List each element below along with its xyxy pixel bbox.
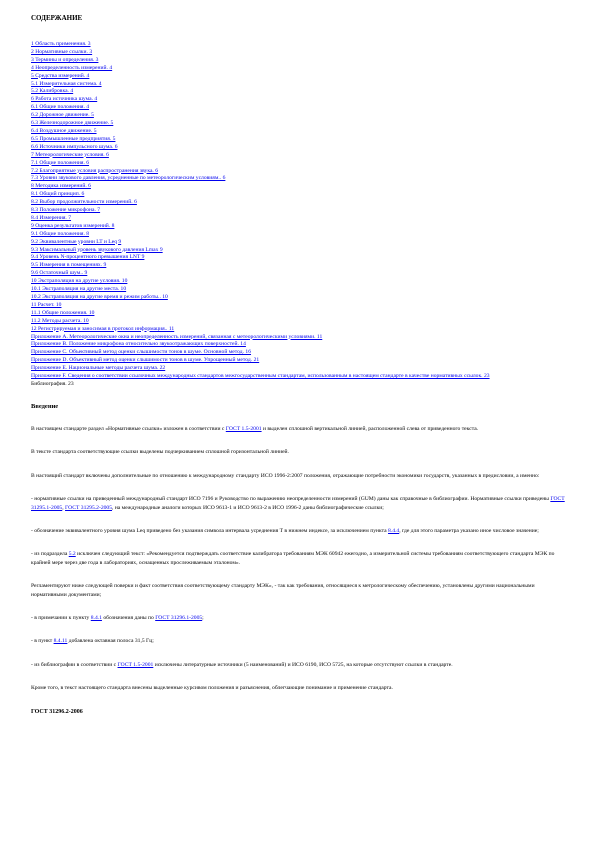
toc-item bbox=[31, 81, 571, 89]
para-text: В настоящем стандарте раздел «Нормативные ссылки» изложен в соответствии с bbox=[31, 425, 226, 432]
toc-item bbox=[31, 302, 571, 310]
intro-paragraph bbox=[31, 550, 571, 567]
intro-paragraph bbox=[31, 684, 571, 692]
toc-link[interactable]: Приложение F. Сведения о соответствии ссылочных международных стандартов межгосударственным стандартам, использованным в настоящем стандарте в качестве нормативных ссылок. 23 bbox=[31, 373, 490, 380]
toc-item bbox=[31, 112, 571, 120]
toc-link[interactable]: 9.4 Уровень N-процентного превышения LNT 9 bbox=[31, 254, 145, 261]
toc-item bbox=[31, 254, 571, 262]
intro-paragraph bbox=[31, 472, 571, 480]
toc-link[interactable]: 6 Работа источника шума. 4 bbox=[31, 96, 98, 103]
para-text: Кроме того, в текст настоящего стандарта внесены выделенные курсивом положения и разъяснения, облегчающие понимание и применение стандарта. bbox=[31, 685, 393, 692]
toc-item bbox=[31, 191, 571, 199]
doc-link[interactable]: ГОСТ 1.5-2001 bbox=[117, 661, 154, 668]
toc-link[interactable]: 7.2 Благоприятные условия распространения звука. 6 bbox=[31, 167, 159, 174]
toc-item bbox=[31, 183, 571, 191]
toc-item bbox=[31, 247, 571, 255]
para-text: - из подраздела bbox=[31, 551, 69, 558]
para-text: - в пункт bbox=[31, 638, 54, 645]
toc-link[interactable]: 10.1 Экстраполяция на другие места. 10 bbox=[31, 286, 127, 293]
toc-item bbox=[31, 207, 571, 215]
toc-item bbox=[31, 223, 571, 231]
para-text: , где для этого параметра указано иное числовое значение; bbox=[399, 527, 539, 534]
toc-item bbox=[31, 128, 571, 136]
doc-link[interactable]: 8.4.4 bbox=[388, 527, 400, 534]
para-text: добавлена октавная полоса 31,5 Гц; bbox=[67, 638, 154, 645]
para-text: ; bbox=[202, 614, 204, 621]
toc-item bbox=[31, 136, 571, 144]
toc-link[interactable]: 7.1 Общие положения. 6 bbox=[31, 159, 90, 166]
para-text: , bbox=[62, 504, 66, 511]
intro-paragraph bbox=[31, 614, 571, 622]
toc-bibliography: Библиография. 23 bbox=[31, 380, 74, 387]
toc-item bbox=[31, 49, 571, 57]
toc-link[interactable]: 10 Экстраполяция на другие условия. 10 bbox=[31, 278, 128, 285]
toc-link[interactable]: 6.5 Промышленные предприятия. 5 bbox=[31, 135, 116, 142]
intro-paragraph bbox=[31, 425, 571, 433]
toc-item bbox=[31, 144, 571, 152]
toc-link[interactable]: 8 Методика измерений. 6 bbox=[31, 183, 91, 190]
toc-item bbox=[31, 326, 571, 334]
toc-item bbox=[31, 231, 571, 239]
intro-paragraph bbox=[31, 661, 571, 669]
toc-item bbox=[31, 262, 571, 270]
toc-link[interactable]: 9.1 Общие положения. 8 bbox=[31, 230, 90, 237]
toc-item bbox=[31, 41, 571, 49]
toc-link[interactable]: 5 Средства измерений. 4 bbox=[31, 72, 90, 79]
doc-link[interactable]: ГОСТ 31296.1-2005 bbox=[155, 614, 203, 621]
toc-link[interactable]: 9 Оценка результатов измерений. 8 bbox=[31, 222, 115, 229]
toc-link[interactable]: Приложение А. Метеорологические окна и неопределенность измерений, связанная с метеорологическими условиями. 11 bbox=[31, 333, 323, 340]
para-text: - из библиографии в соответствии с bbox=[31, 661, 118, 668]
toc-link[interactable]: Приложение Е. Национальные методы расчета шума. 22 bbox=[31, 365, 166, 372]
toc-item bbox=[31, 270, 571, 278]
toc-link[interactable]: 6.3 Железнодорожное движение. 5 bbox=[31, 120, 114, 127]
toc-link[interactable]: 10.2 Экстраполяция на другие время и режим работы.. 10 bbox=[31, 294, 168, 300]
doc-link[interactable]: ГОСТ 31295.2-2005 bbox=[65, 504, 113, 511]
toc-link[interactable]: 5.2 Калибровка. 4 bbox=[31, 88, 74, 95]
toc-link[interactable]: 12 Регистрируемая и заносимая в протокол информация.. 11 bbox=[31, 325, 175, 332]
toc-item bbox=[31, 175, 571, 183]
para-text: исключен следующий текст: «Рекомендуется подтверждать соответствие калибратора требованиям МЭК 60942 ежегодно, а измерительной системы требованиям соответствующего стандарта МЭК по крайней мере через две года в лабораториях, оснащенных прослеживаемым эталоном». bbox=[31, 551, 555, 566]
toc-item bbox=[31, 199, 571, 207]
intro-heading: Введение bbox=[31, 402, 59, 410]
doc-link[interactable]: 8.4.11 bbox=[53, 638, 68, 645]
toc-item bbox=[31, 310, 571, 318]
intro-paragraph bbox=[31, 637, 571, 645]
para-text: - обозначение эквивалентного уровня шума Leq приведено без указания символа интервала усреднения Т в нижнем индексе, за исключением пункта bbox=[31, 527, 389, 534]
toc-link[interactable]: Приложение В. Положение микрофона относительно звукоотражающих поверхностей. 14 bbox=[31, 341, 246, 348]
toc-link[interactable]: 6.6 Источники импульсного шума. 6 bbox=[31, 143, 118, 150]
para-text: и выделен сплошной вертикальной линией, расположенной слева от приведенного текста. bbox=[261, 425, 479, 432]
toc-item bbox=[31, 57, 571, 65]
toc-item bbox=[31, 239, 571, 247]
toc-link[interactable]: 8.3 Положение микрофона. 7 bbox=[31, 207, 101, 214]
toc-item bbox=[31, 286, 571, 294]
toc-item bbox=[31, 96, 571, 104]
toc-item bbox=[31, 365, 571, 373]
doc-link[interactable]: 8.4.1 bbox=[90, 614, 102, 621]
toc-item bbox=[31, 294, 571, 302]
toc-link[interactable]: 9.3 Максимальный уровень звукового давления Lmax 9 bbox=[31, 246, 163, 253]
toc-link[interactable]: 9.5 Измерения в помещениях. 9 bbox=[31, 262, 107, 269]
toc-list bbox=[31, 41, 571, 381]
toc-link[interactable]: 8.1 Общий принцип. 6 bbox=[31, 191, 85, 198]
toc-item bbox=[31, 120, 571, 128]
para-text: - в примечании к пункту bbox=[31, 614, 91, 621]
toc-link[interactable]: 7 Метеорологические условия. 6 bbox=[31, 151, 109, 158]
toc-item bbox=[31, 152, 571, 160]
toc-link[interactable]: 9.2 Эквивалентные уровни LT и Leq 9 bbox=[31, 238, 122, 245]
toc-link[interactable]: 2 Нормативные ссылки. 3 bbox=[31, 48, 93, 55]
toc-link[interactable]: 11.1 Общие положения. 10 bbox=[31, 309, 95, 316]
toc-item bbox=[31, 104, 571, 112]
intro-paragraph bbox=[31, 527, 571, 535]
toc-link[interactable]: Приложение D. Объективный метод оценки слышимости тонов в шуме. Упрощенный метод. 21 bbox=[31, 357, 260, 364]
doc-link[interactable]: ГОСТ 1.5-2001 bbox=[225, 425, 262, 432]
toc-item bbox=[31, 215, 571, 223]
toc-item bbox=[31, 168, 571, 176]
toc-item bbox=[31, 88, 571, 96]
toc-link[interactable]: 7.3 Уровни звукового давления, усредненные по метеорологическим условиям.. 6 bbox=[31, 175, 226, 182]
toc-link[interactable]: Приложение С. Объективный метод оценки слышимости тонов в шуме. Основной метод. 16 bbox=[31, 349, 252, 356]
para-text: В тексте стандарта соответствующие ссылки выделены подчеркиванием сплошной горизонтальной линией. bbox=[31, 449, 289, 456]
toc-link[interactable]: 4 Неопределенность измерений. 4 bbox=[31, 64, 113, 71]
toc-item bbox=[31, 73, 571, 81]
toc-link[interactable]: 6.1 Общие положения. 4 bbox=[31, 104, 90, 111]
intro-paragraph bbox=[31, 448, 571, 456]
toc-link[interactable]: 3 Термины и определения. 3 bbox=[31, 56, 99, 63]
toc-link[interactable]: 5.1 Измерительная система. 4 bbox=[31, 80, 102, 87]
doc-link[interactable]: ГОСТ 31295.1-2005 bbox=[31, 496, 565, 511]
doc-link[interactable]: 5.2 bbox=[68, 551, 76, 558]
para-text: - нормативные ссылки на приведенный международный стандарт ИСО 7196 и Руководство по выражению неопределенности измерений (GUM) даны как справочные в библиографии. Нормативные ссылки приведены bbox=[31, 496, 551, 503]
para-text: В настоящий стандарт включены дополнительные по отношению к международному стандарту ИСО 1996-2:2007 положения, отражающие потребности экономики государств, указанных в предисловии, а именно: bbox=[31, 472, 540, 479]
para-text: , на международные аналоги которых ИСО 9613-1 и ИСО 9613-2 в ИСО 1996-2 даны библиографические ссылки; bbox=[112, 504, 384, 511]
toc-title: СОДЕРЖАНИЕ bbox=[31, 14, 83, 22]
toc-link[interactable]: 1 Область применения. 3 bbox=[31, 41, 91, 47]
para-text: Регламентируют ниже следующей поверки и факт соответствия соответствующему стандарту МЭК», - так как требования, относящиеся к метрологическому обеспечению, установлены другими национальными нормативными документами; bbox=[31, 583, 535, 598]
toc-item bbox=[31, 357, 571, 365]
toc-link[interactable]: 11 Расчет. 10 bbox=[31, 301, 62, 308]
toc-link[interactable]: 6.2 Дорожное движение. 5 bbox=[31, 112, 94, 119]
intro-paragraph bbox=[31, 582, 571, 599]
para-text: исключены литературные источники (5 наименований) и ИСО 6190, ИСО 5725, на которые отсутствуют ссылки в стандарте. bbox=[153, 661, 453, 668]
toc-item bbox=[31, 373, 571, 381]
toc-link[interactable]: 8.4 Измерения. 7 bbox=[31, 214, 72, 221]
toc-link[interactable]: 8.2 Выбор продолжительности измерений. 6 bbox=[31, 199, 137, 206]
para-text: обозначения даны по bbox=[101, 614, 156, 621]
toc-link[interactable]: 9.6 Остаточный шум.. 9 bbox=[31, 270, 88, 277]
document-page bbox=[31, 14, 571, 716]
toc-item bbox=[31, 160, 571, 168]
toc-item bbox=[31, 278, 571, 286]
toc-item bbox=[31, 65, 571, 73]
document-code: ГОСТ 31296.2-2006 bbox=[31, 708, 83, 715]
intro-paragraph bbox=[31, 495, 571, 512]
toc-link[interactable]: 6.4 Воздушное движение. 5 bbox=[31, 127, 97, 134]
toc-item bbox=[31, 318, 571, 326]
toc-link[interactable]: 11.2 Методы расчета. 10 bbox=[31, 317, 89, 324]
